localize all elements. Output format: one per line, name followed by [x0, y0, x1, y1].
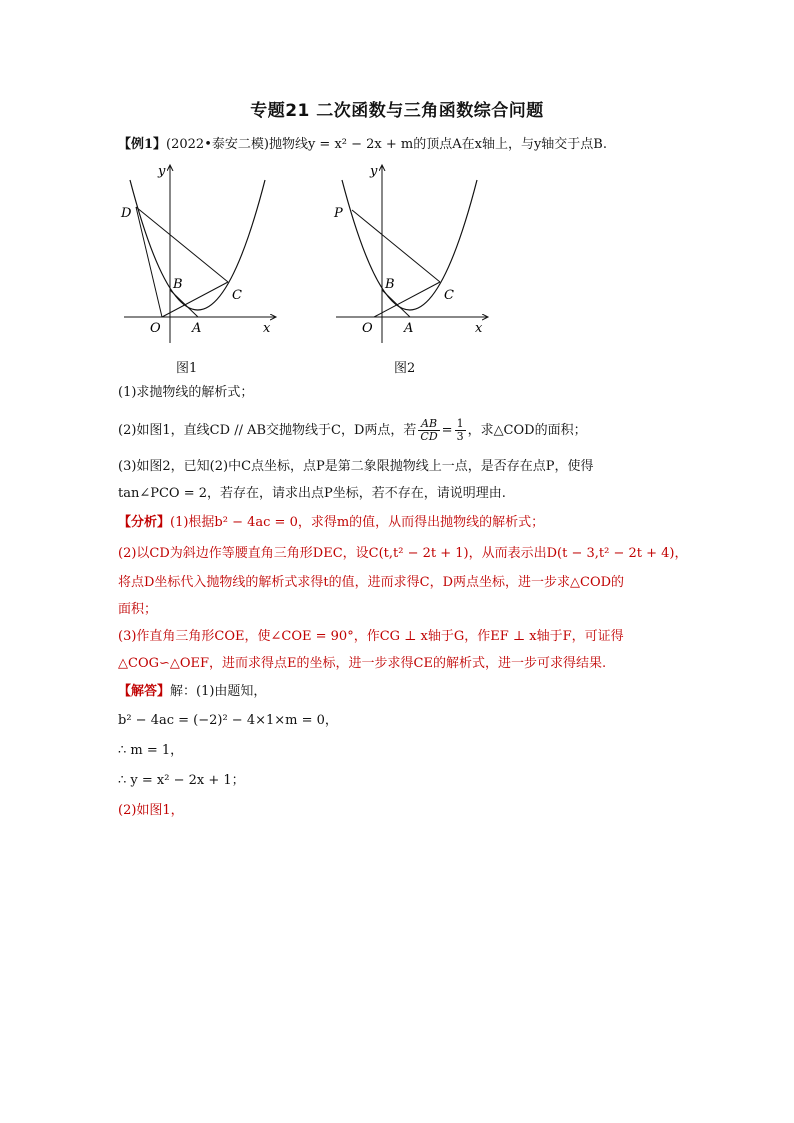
- line-pc: [352, 210, 440, 282]
- question-2-post: ，求△COD的面积；: [467, 423, 587, 438]
- equals-sign: =: [441, 423, 453, 438]
- line-do: [136, 207, 162, 317]
- label-y: y: [158, 164, 166, 179]
- analysis-3-line-1: (3)作直角三角形COE，使∠COE = 90°，作CG ⊥ x轴于G，作EF ⊥ x轴于F，可证得: [118, 629, 624, 644]
- label-a: A: [404, 321, 414, 336]
- figure-2-diagram: [330, 160, 500, 350]
- example-text: (2022•泰安二模)抛物线y = x² − 2x + m的顶点A在x轴上，与y轴交于点B.: [166, 137, 607, 152]
- analysis-3-line-2: △COG∽△OEF，进而求得点E的坐标，进一步求得CE的解析式，进一步可求得结果.: [118, 656, 607, 671]
- line-oc: [162, 282, 228, 317]
- analysis-2-line-1: (2)以CD为斜边作等腰直角三角形DEC，设C(t,t² − 2t + 1)，从而表示出D(t − 3,t² − 2t + 4)，: [118, 546, 688, 561]
- example-line: [118, 136, 607, 154]
- line-ab: [170, 290, 198, 317]
- figure-2-caption: 图2: [394, 361, 416, 376]
- label-b: B: [385, 277, 395, 292]
- question-1: (1)求抛物线的解析式；: [118, 385, 254, 400]
- label-o: O: [150, 321, 161, 336]
- parabola: [342, 180, 477, 310]
- figure-1-diagram: [118, 160, 288, 350]
- solution-tag: 【解答】: [118, 684, 171, 699]
- label-c: C: [232, 288, 242, 303]
- line-oc: [374, 282, 440, 317]
- figure-1-caption: 图1: [176, 361, 198, 376]
- figure-2: [330, 160, 500, 350]
- analysis-2-line-2: 将点D坐标代入抛物线的解析式求得t的值，进而求得C，D两点坐标，进一步求△COD的: [118, 575, 625, 590]
- example-tag: 【例1】: [118, 137, 167, 152]
- question-3-line-1: (3)如图2，已知(2)中C点坐标，点P是第二象限抛物线上一点，是否存在点P，使得: [118, 459, 594, 474]
- analysis-1: [118, 514, 544, 532]
- label-a: A: [192, 321, 202, 336]
- label-d: D: [121, 206, 132, 221]
- analysis-p1: (1)根据b² − 4ac = 0，求得m的值，从而得出抛物线的解析式；: [170, 515, 545, 530]
- label-p: P: [334, 206, 343, 221]
- label-b: B: [173, 277, 183, 292]
- label-c: C: [444, 288, 454, 303]
- label-y: y: [370, 164, 378, 179]
- solution-step-2: ∴ m = 1，: [118, 743, 184, 758]
- solution-step-3: ∴ y = x² − 2x + 1；: [118, 773, 245, 788]
- solution-intro-text: 解：(1)由题知，: [170, 684, 267, 699]
- ratio-fraction: $\frac{AB}{CD}$: [420, 417, 438, 443]
- line-ab: [382, 290, 410, 317]
- figure-1: [118, 160, 288, 350]
- label-x: x: [263, 321, 271, 336]
- label-o: O: [362, 321, 373, 336]
- label-x: x: [475, 321, 483, 336]
- question-2: [118, 418, 587, 443]
- solution-step-4: (2)如图1，: [118, 803, 184, 818]
- question-2-pre: (2)如图1，直线CD // AB交抛物线于C，D两点，若: [118, 423, 417, 438]
- parabola: [130, 180, 265, 310]
- solution-step-1: b² − 4ac = (−2)² − 4×1×m = 0，: [118, 713, 338, 728]
- analysis-2-line-3: 面积；: [118, 602, 158, 617]
- solution-intro: [118, 683, 266, 701]
- one-third-fraction: $\frac{1}{3}$: [456, 417, 464, 443]
- question-3-line-2: tan∠PCO = 2，若存在，请求出点P坐标，若不存在，请说明理由.: [118, 486, 506, 501]
- page-title: 专题21 二次函数与三角函数综合问题: [250, 101, 544, 121]
- analysis-tag: 【分析】: [118, 515, 171, 530]
